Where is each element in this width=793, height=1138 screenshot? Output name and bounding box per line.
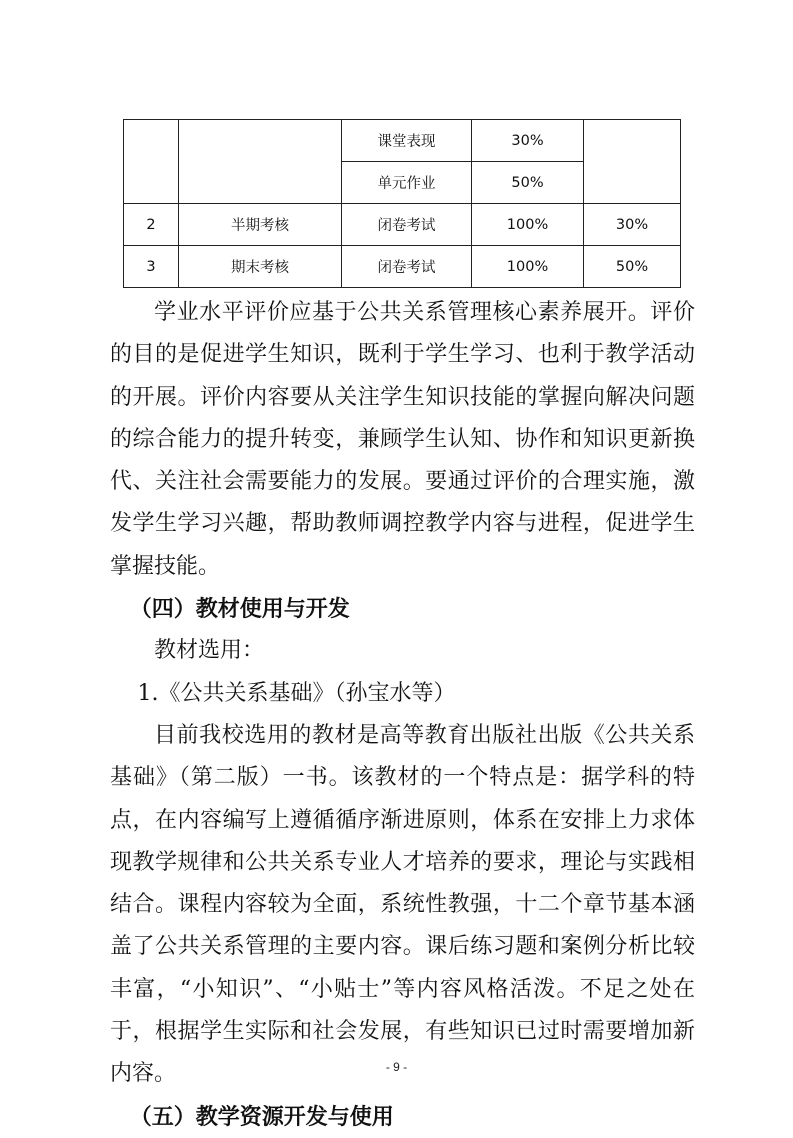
ratio-cell: 100% [472, 204, 584, 246]
ratio-cell: 50% [472, 162, 584, 204]
evaluation-paragraph: 学业水平评价应基于公共关系管理核心素养展开。评价的目的是促进学生知识，既利于学生学习、也利于教学活动的开展。评价内容要从关注学生知识技能的掌握向解决问题的综合能力的提升转变，兼顾学生认知、协作和知识更新换代、关注社会需要能力的发展。要通过评价的合理实施，激发学生学习兴趣，帮助教师调控教学内容与进程，促进学生掌握技能。 [110, 300, 695, 579]
textbook-selection-label: 教材选用： [154, 638, 265, 664]
assessment-method-cell: 闭卷考试 [342, 204, 472, 246]
weight-cell: 30% [584, 204, 681, 246]
document-body [110, 292, 695, 1138]
row-number-cell: 3 [124, 246, 179, 288]
section-heading-textbooks: （四）教材使用与开发 [129, 596, 350, 623]
section-heading-resources: （五）教学资源开发与使用 [129, 1103, 394, 1130]
row-number-cell: 2 [124, 204, 179, 246]
ratio-cell: 100% [472, 246, 584, 288]
textbook-list-item: 1.《公共关系基础》（孙宝水等） [137, 680, 456, 706]
table-row [124, 246, 681, 288]
table-row [124, 204, 681, 246]
row-number-cell [124, 120, 179, 204]
weight-cell [584, 120, 681, 204]
assessment-item-cell [179, 120, 342, 204]
assessment-item-cell: 期末考核 [179, 246, 342, 288]
page-number: - 9 - [385, 1060, 408, 1074]
ratio-cell: 30% [472, 120, 584, 162]
assessment-method-cell: 课堂表现 [342, 120, 472, 162]
textbook-description-paragraph: 目前我校选用的教材是高等教育出版社出版《公共关系基础》（第二版）一书。该教材的一个特点是：据学科的特点，在内容编写上遵循循序渐进原则，体系在安排上力求体现教学规律和公共关系专业人才培养的要求，理论与实践相结合。课程内容较为全面，系统性教强，十二个章节基本涵盖了公共关系管理的主要内容。课后练习题和案例分析比较丰富，“小知识”、“小贴士”等内容风格活泼。不足之处在于，根据学生实际和社会发展，有些知识已过时需要增加新内容。 [110, 722, 695, 1087]
assessment-method-cell: 单元作业 [342, 162, 472, 204]
assessment-item-cell: 半期考核 [179, 204, 342, 246]
weight-cell: 50% [584, 246, 681, 288]
assessment-method-cell: 闭卷考试 [342, 246, 472, 288]
table-row [124, 120, 681, 162]
assessment-table [123, 119, 681, 288]
